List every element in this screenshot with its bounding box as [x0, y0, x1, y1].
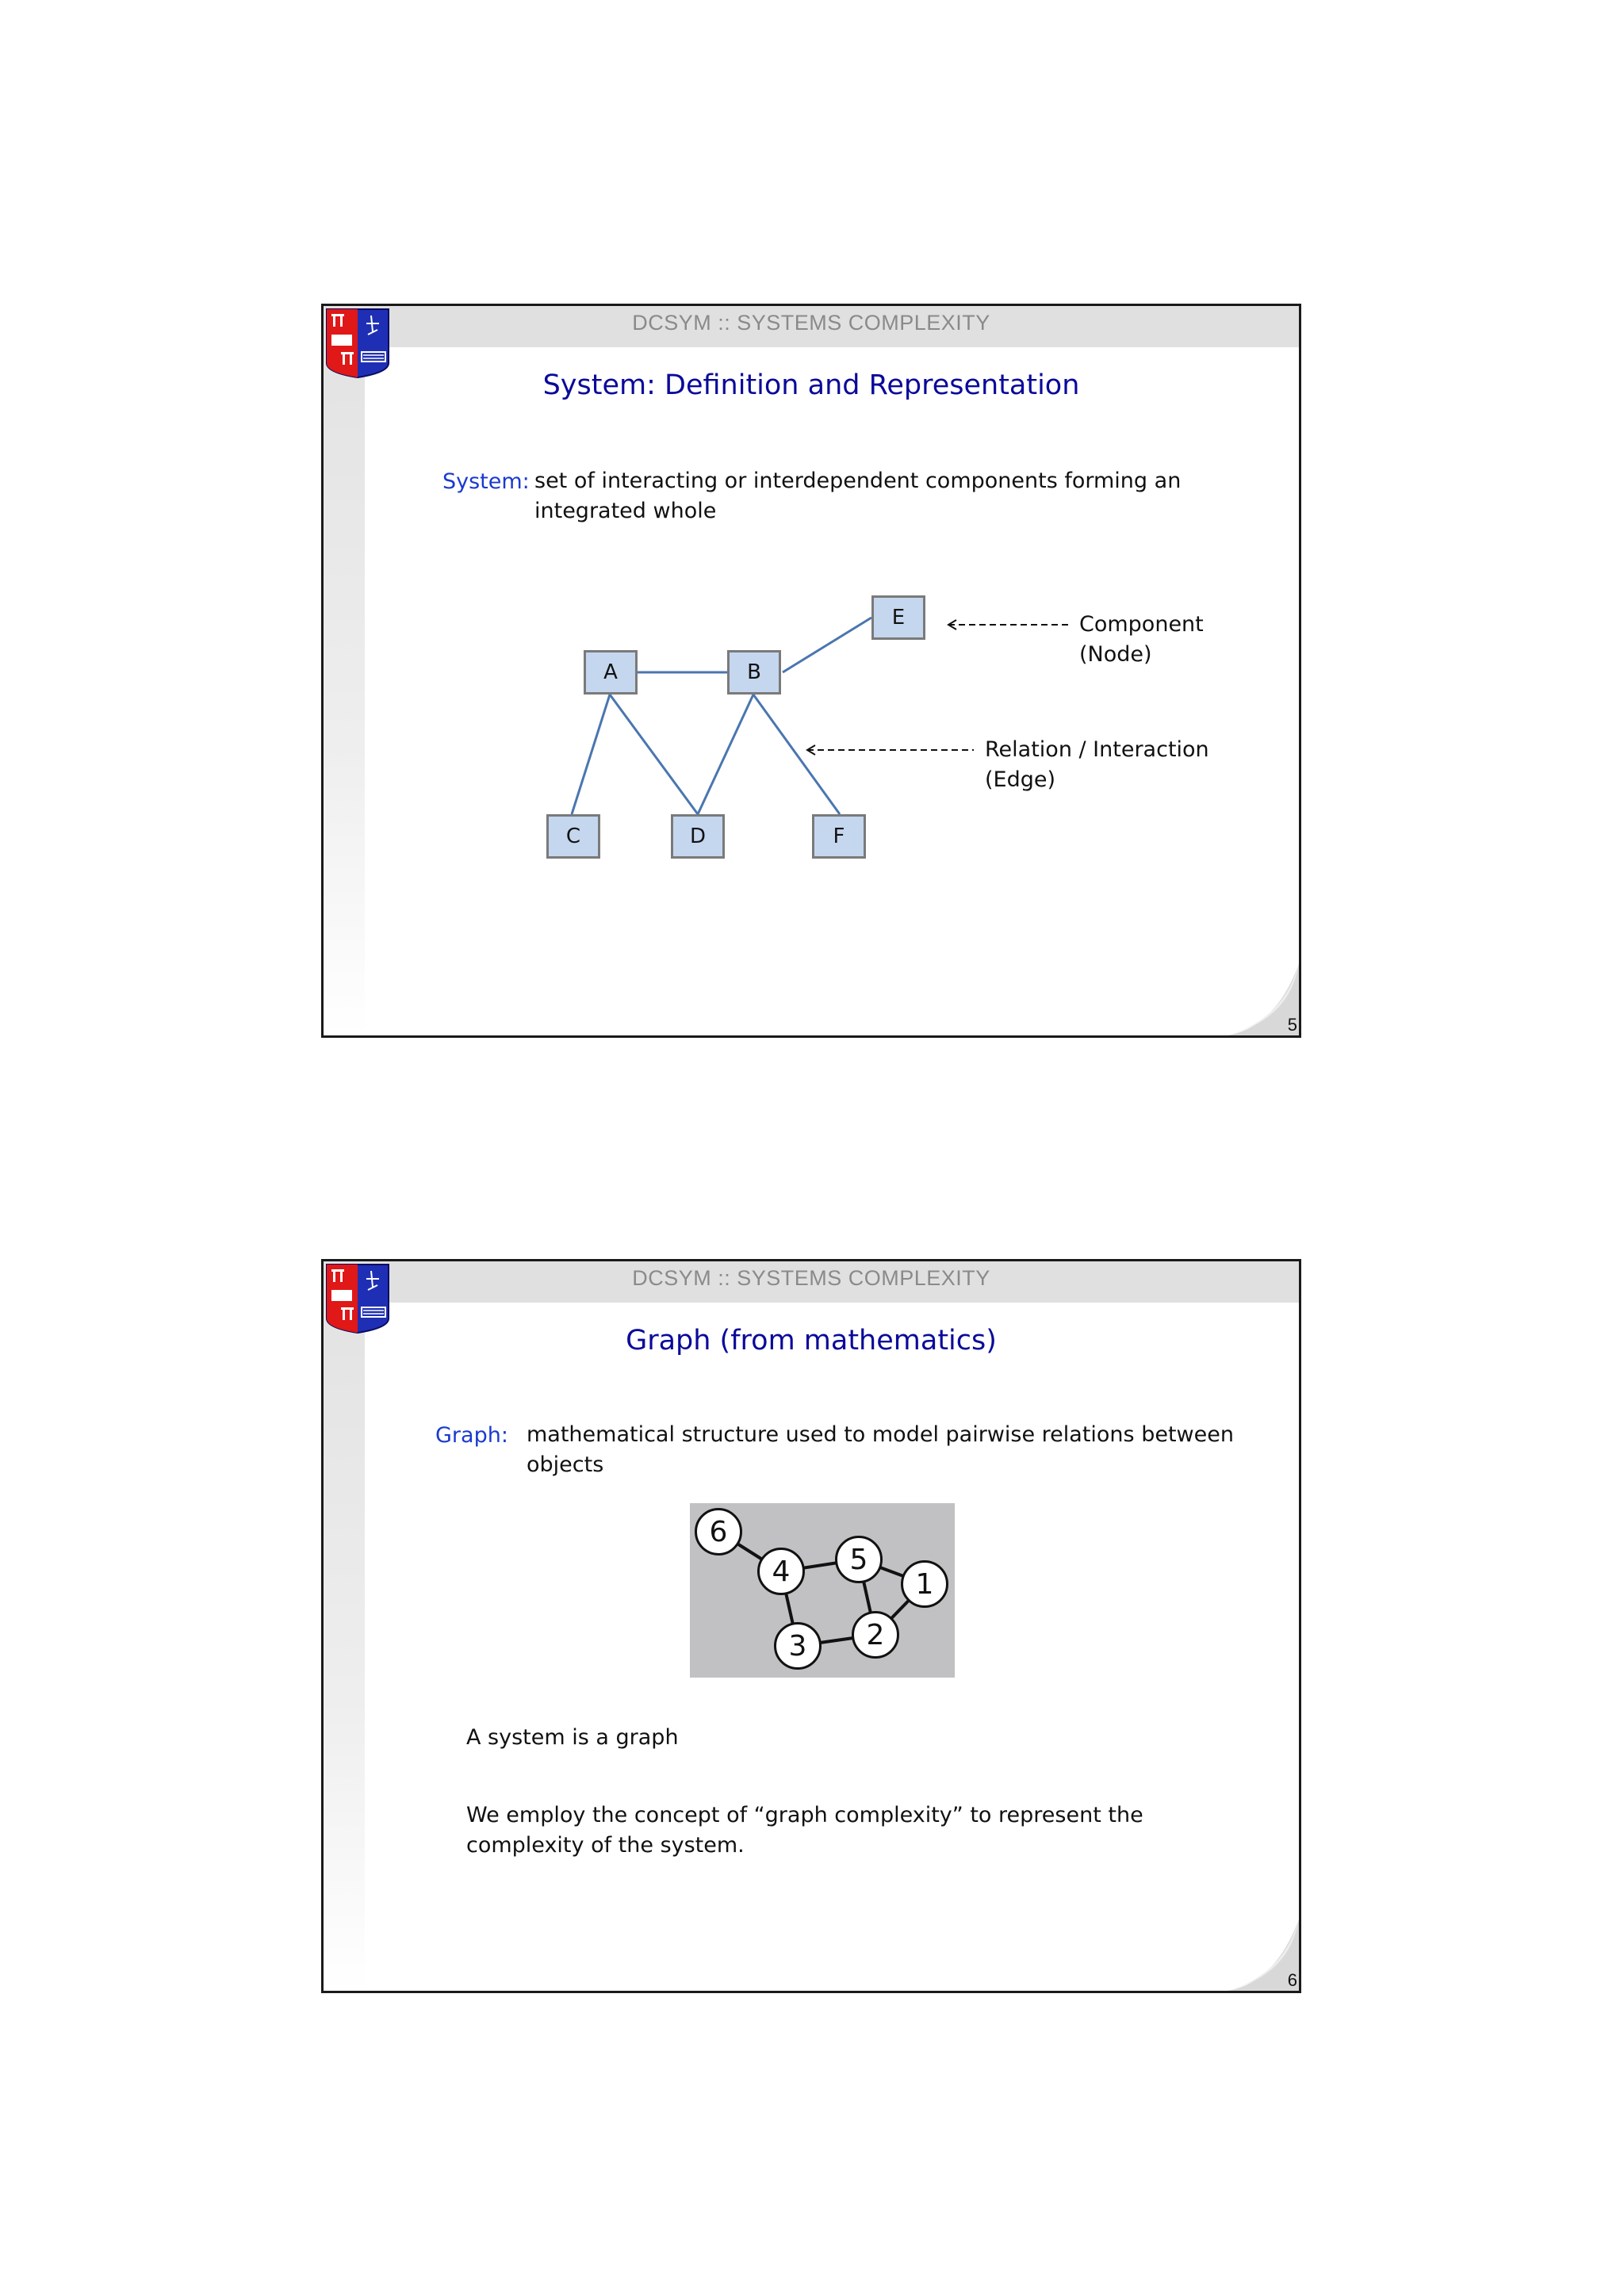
graph-node-3: 3: [774, 1622, 822, 1670]
edge-a-d: [610, 695, 698, 814]
slide-5: [321, 304, 1301, 1038]
graph-node-2: 2: [852, 1611, 899, 1659]
slide-title: Graph (from mathematics): [626, 1325, 997, 1357]
edge-b-f: [753, 695, 840, 814]
definition-line-1: mathematical structure used to model pairwise relations between: [527, 1422, 1234, 1447]
diagram-edges: [324, 306, 1301, 1038]
definition-line-2: objects: [527, 1452, 604, 1477]
node-f: F: [812, 814, 866, 859]
definition-text: [527, 1420, 1234, 1480]
definition-line-1: set of interacting or interdependent components forming an: [534, 469, 1182, 493]
header-text: DCSYM :: SYSTEMS COMPLEXITY: [632, 311, 990, 335]
node-a: A: [584, 650, 638, 695]
edge-label: (Edge): [985, 767, 1056, 792]
definition-term: Graph:: [435, 1423, 508, 1448]
relation-label: Relation / Interaction: [985, 737, 1209, 762]
slide-6: [321, 1259, 1301, 1993]
edge-b-e: [783, 618, 871, 672]
node-b: B: [727, 650, 781, 695]
component-annotation: [1079, 610, 1204, 670]
graph-node-6: 6: [695, 1508, 742, 1556]
relation-annotation: [985, 735, 1209, 795]
component-label: Component: [1079, 612, 1204, 637]
slide-title: System: Definition and Representation: [542, 369, 1080, 401]
statement-line-2: complexity of the system.: [466, 1833, 745, 1858]
graph-image: [690, 1503, 955, 1678]
node-e: E: [871, 595, 925, 640]
page-number: 6: [1287, 1970, 1297, 1990]
statement-system-is-graph: A system is a graph: [466, 1725, 679, 1750]
header-text: DCSYM :: SYSTEMS COMPLEXITY: [632, 1266, 990, 1290]
graph-node-5: 5: [835, 1536, 883, 1583]
statement-graph-complexity: [466, 1800, 1143, 1861]
graph-node-1: 1: [901, 1560, 948, 1608]
statement-line-1: We employ the concept of “graph complexity” to represent the: [466, 1803, 1143, 1827]
definition-line-2: integrated whole: [534, 499, 717, 523]
node-c: C: [546, 814, 600, 859]
edge-b-d: [698, 695, 753, 814]
side-band: [324, 1261, 365, 1991]
node-d: D: [671, 814, 725, 859]
node-label: (Node): [1079, 642, 1152, 667]
edge-a-c: [572, 695, 610, 814]
page-number: 5: [1287, 1015, 1297, 1035]
definition-term: System:: [442, 469, 530, 494]
graph-node-4: 4: [757, 1548, 805, 1595]
